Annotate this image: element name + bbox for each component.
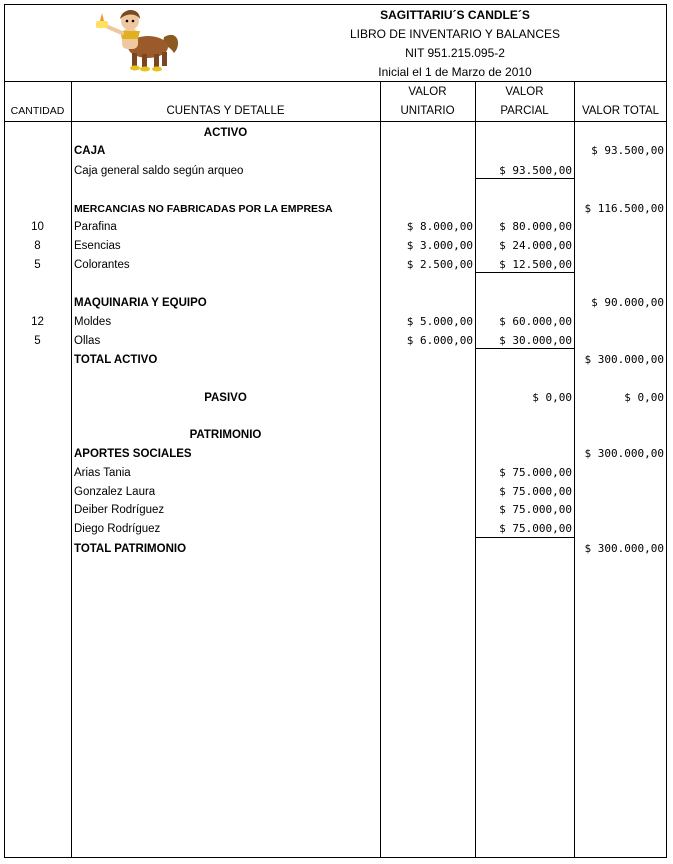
item-desc: Gonzalez Laura xyxy=(74,486,156,498)
item-qty: 5 xyxy=(34,259,41,271)
col-header-total: VALOR TOTAL xyxy=(581,105,660,117)
mercancias-total: $ 116.500,00 xyxy=(584,202,664,215)
col-divider xyxy=(71,81,72,858)
item-qty: 12 xyxy=(31,316,44,328)
item-unit: $ 3.000,00 xyxy=(406,239,473,252)
item-desc: Moldes xyxy=(74,316,112,328)
header-divider xyxy=(4,81,667,82)
item-qty: 5 xyxy=(34,335,41,347)
item-desc: Colorantes xyxy=(74,259,130,271)
item-parcial: $ 80.000,00 xyxy=(499,220,572,233)
subtotal-rule xyxy=(475,178,574,179)
item-parcial: $ 93.500,00 xyxy=(499,164,572,177)
company-name: SAGITTARIU´S CANDLE´S xyxy=(380,8,530,22)
col-header-unitario-1: VALOR xyxy=(408,86,447,98)
item-qty: 10 xyxy=(31,221,44,233)
item-parcial: $ 75.000,00 xyxy=(499,503,572,516)
item-parcial: $ 30.000,00 xyxy=(499,334,572,347)
item-qty: 8 xyxy=(34,240,41,252)
item-unit: $ 5.000,00 xyxy=(406,315,473,328)
centaur-mascot-icon xyxy=(86,7,184,73)
col-header-cantidad: CANTIDAD xyxy=(10,105,65,117)
item-desc: Caja general saldo según arqueo xyxy=(74,165,244,177)
item-desc: Deiber Rodríguez xyxy=(74,504,165,516)
col-header-unitario-2: UNITARIO xyxy=(400,105,455,117)
item-desc: Arias Tania xyxy=(74,467,131,479)
item-unit: $ 2.500,00 xyxy=(406,258,473,271)
group-maquinaria: MAQUINARIA Y EQUIPO xyxy=(74,297,207,309)
nit: NIT 951.215.095-2 xyxy=(405,46,505,60)
total-activo-label: TOTAL ACTIVO xyxy=(74,354,158,366)
pasivo-total: $ 0,00 xyxy=(624,391,664,404)
aportes-total: $ 300.000,00 xyxy=(584,447,664,460)
subtotal-rule xyxy=(475,348,574,349)
start-date: Inicial el 1 de Marzo de 2010 xyxy=(378,65,532,79)
item-unit: $ 6.000,00 xyxy=(406,334,473,347)
total-activo: $ 300.000,00 xyxy=(584,353,664,366)
item-desc: Esencias xyxy=(74,240,121,252)
item-unit: $ 8.000,00 xyxy=(406,220,473,233)
item-parcial: $ 75.000,00 xyxy=(499,522,572,535)
item-desc: Ollas xyxy=(74,335,101,347)
section-pasivo: PASIVO xyxy=(204,392,247,404)
section-activo: ACTIVO xyxy=(203,127,248,139)
item-parcial: $ 12.500,00 xyxy=(499,258,572,271)
subtotal-rule xyxy=(475,537,574,538)
group-aportes: APORTES SOCIALES xyxy=(74,448,192,460)
item-desc: Parafina xyxy=(74,221,117,233)
col-divider xyxy=(574,81,575,858)
col-header-parcial-1: VALOR xyxy=(505,86,544,98)
total-patrimonio-label: TOTAL PATRIMONIO xyxy=(74,543,187,555)
item-desc: Diego Rodríguez xyxy=(74,523,161,535)
section-patrimonio: PATRIMONIO xyxy=(189,429,262,441)
group-caja: CAJA xyxy=(74,145,106,157)
group-mercancias: MERCANCIAS NO FABRICADAS POR LA EMPRESA xyxy=(74,203,333,215)
item-parcial: $ 75.000,00 xyxy=(499,466,572,479)
subtotal-rule xyxy=(475,272,574,273)
book-title: LIBRO DE INVENTARIO Y BALANCES xyxy=(349,27,561,41)
item-parcial: $ 60.000,00 xyxy=(499,315,572,328)
total-patrimonio: $ 300.000,00 xyxy=(584,542,664,555)
caja-total: $ 93.500,00 xyxy=(591,144,664,157)
col-header-parcial-2: PARCIAL xyxy=(500,105,549,117)
col-divider xyxy=(380,81,381,858)
pasivo-parcial: $ 0,00 xyxy=(532,391,572,404)
col-header-cuentas: CUENTAS Y DETALLE xyxy=(166,105,285,117)
columns-divider xyxy=(4,121,667,122)
item-parcial: $ 75.000,00 xyxy=(499,485,572,498)
item-parcial: $ 24.000,00 xyxy=(499,239,572,252)
maquinaria-total: $ 90.000,00 xyxy=(591,296,664,309)
